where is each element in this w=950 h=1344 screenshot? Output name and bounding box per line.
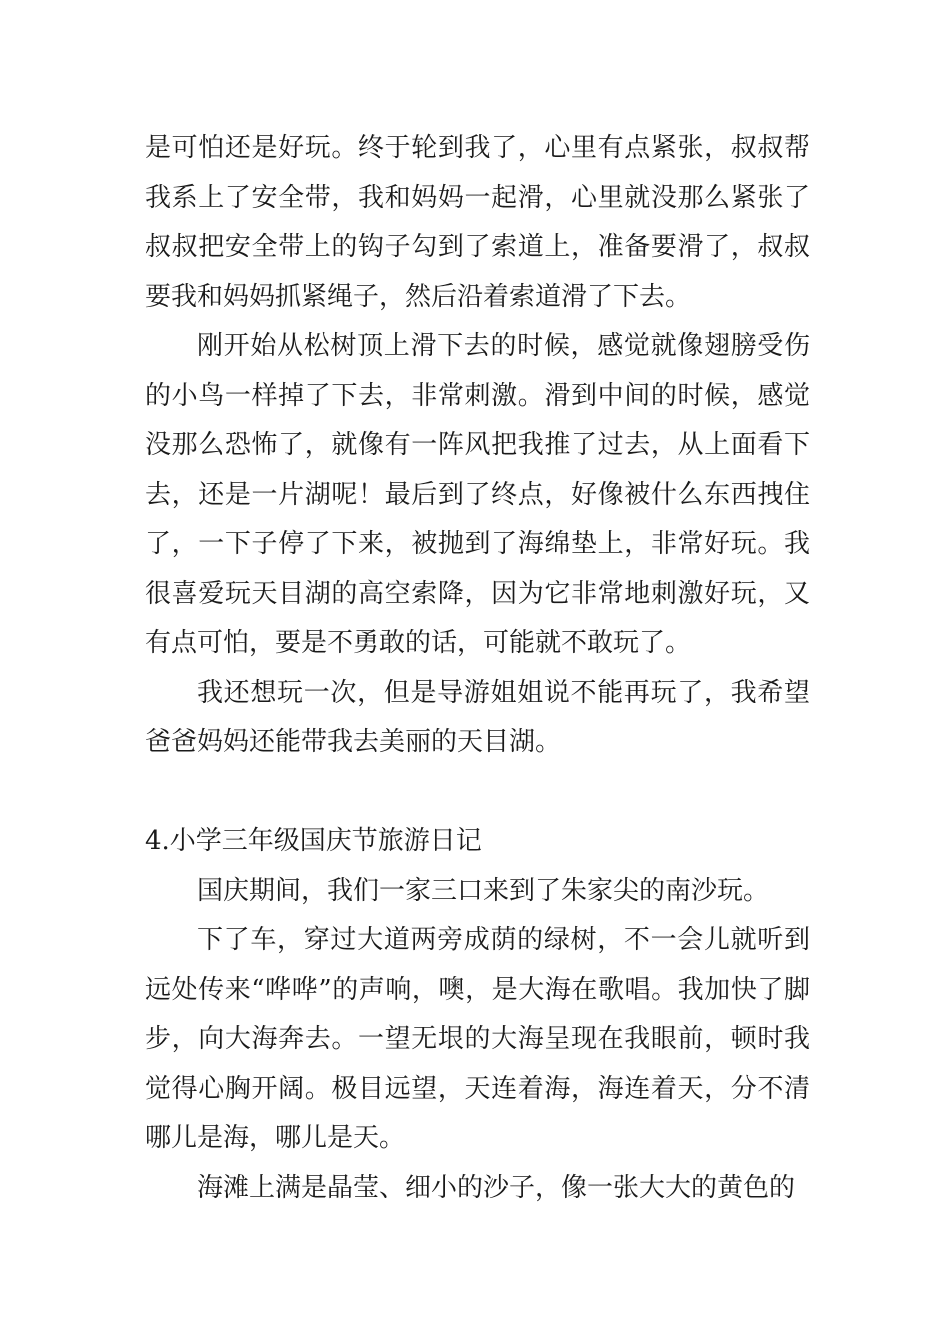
section-heading: 4.小学三年级国庆节旅游日记 xyxy=(145,826,482,856)
paragraph-sea-view: 下了车，穿过大道两旁成荫的绿树，不一会儿就听到远处传来“哗哗”的声响，噢，是大海在歌唱。我加快了脚步，向大海奔去。一望无垠的大海呈现在我眼前，顿时我觉得心胸开阔。极目远望，天连着海，海连着天，分不清哪儿是海，哪儿是天。 xyxy=(145,925,810,1153)
paragraph-wish-again: 我还想玩一次，但是导游姐姐说不能再玩了，我希望爸爸妈妈还能带我去美丽的天目湖。 xyxy=(145,677,810,757)
paragraph-zipline-ride: 刚开始从松树顶上滑下去的时候，感觉就像翅膀受伤的小鸟一样掉了下去，非常刺激。滑到中间的时候，感觉没那么恐怖了，就像有一阵风把我推了过去，从上面看下去，还是一片湖呢！最后到了终点，好像被什么东西拽住了，一下子停了下来，被抛到了海绵垫上，非常好玩。我很喜爱玩天目湖的高空索降，因为它非常地刺激好玩，又有点可怕，要是不勇敢的话，可能就不敢玩了。 xyxy=(145,331,810,658)
paragraph-beach-sand: 海滩上满是晶莹、细小的沙子，像一张大大的黄色的 xyxy=(197,1172,796,1203)
paragraph-continued: 是可怕还是好玩。终于轮到我了，心里有点紧张，叔叔帮我系上了安全带，我和妈妈一起滑，心里就没那么紧张了叔叔把安全带上的钩子勾到了索道上，准备要滑了，叔叔要我和妈妈抓紧绳子，然后沿着索道滑了下去。 xyxy=(145,133,810,312)
paragraph-national-day: 国庆期间，我们一家三口来到了朱家尖的南沙玩。 xyxy=(197,875,770,906)
document-body xyxy=(145,124,810,1213)
